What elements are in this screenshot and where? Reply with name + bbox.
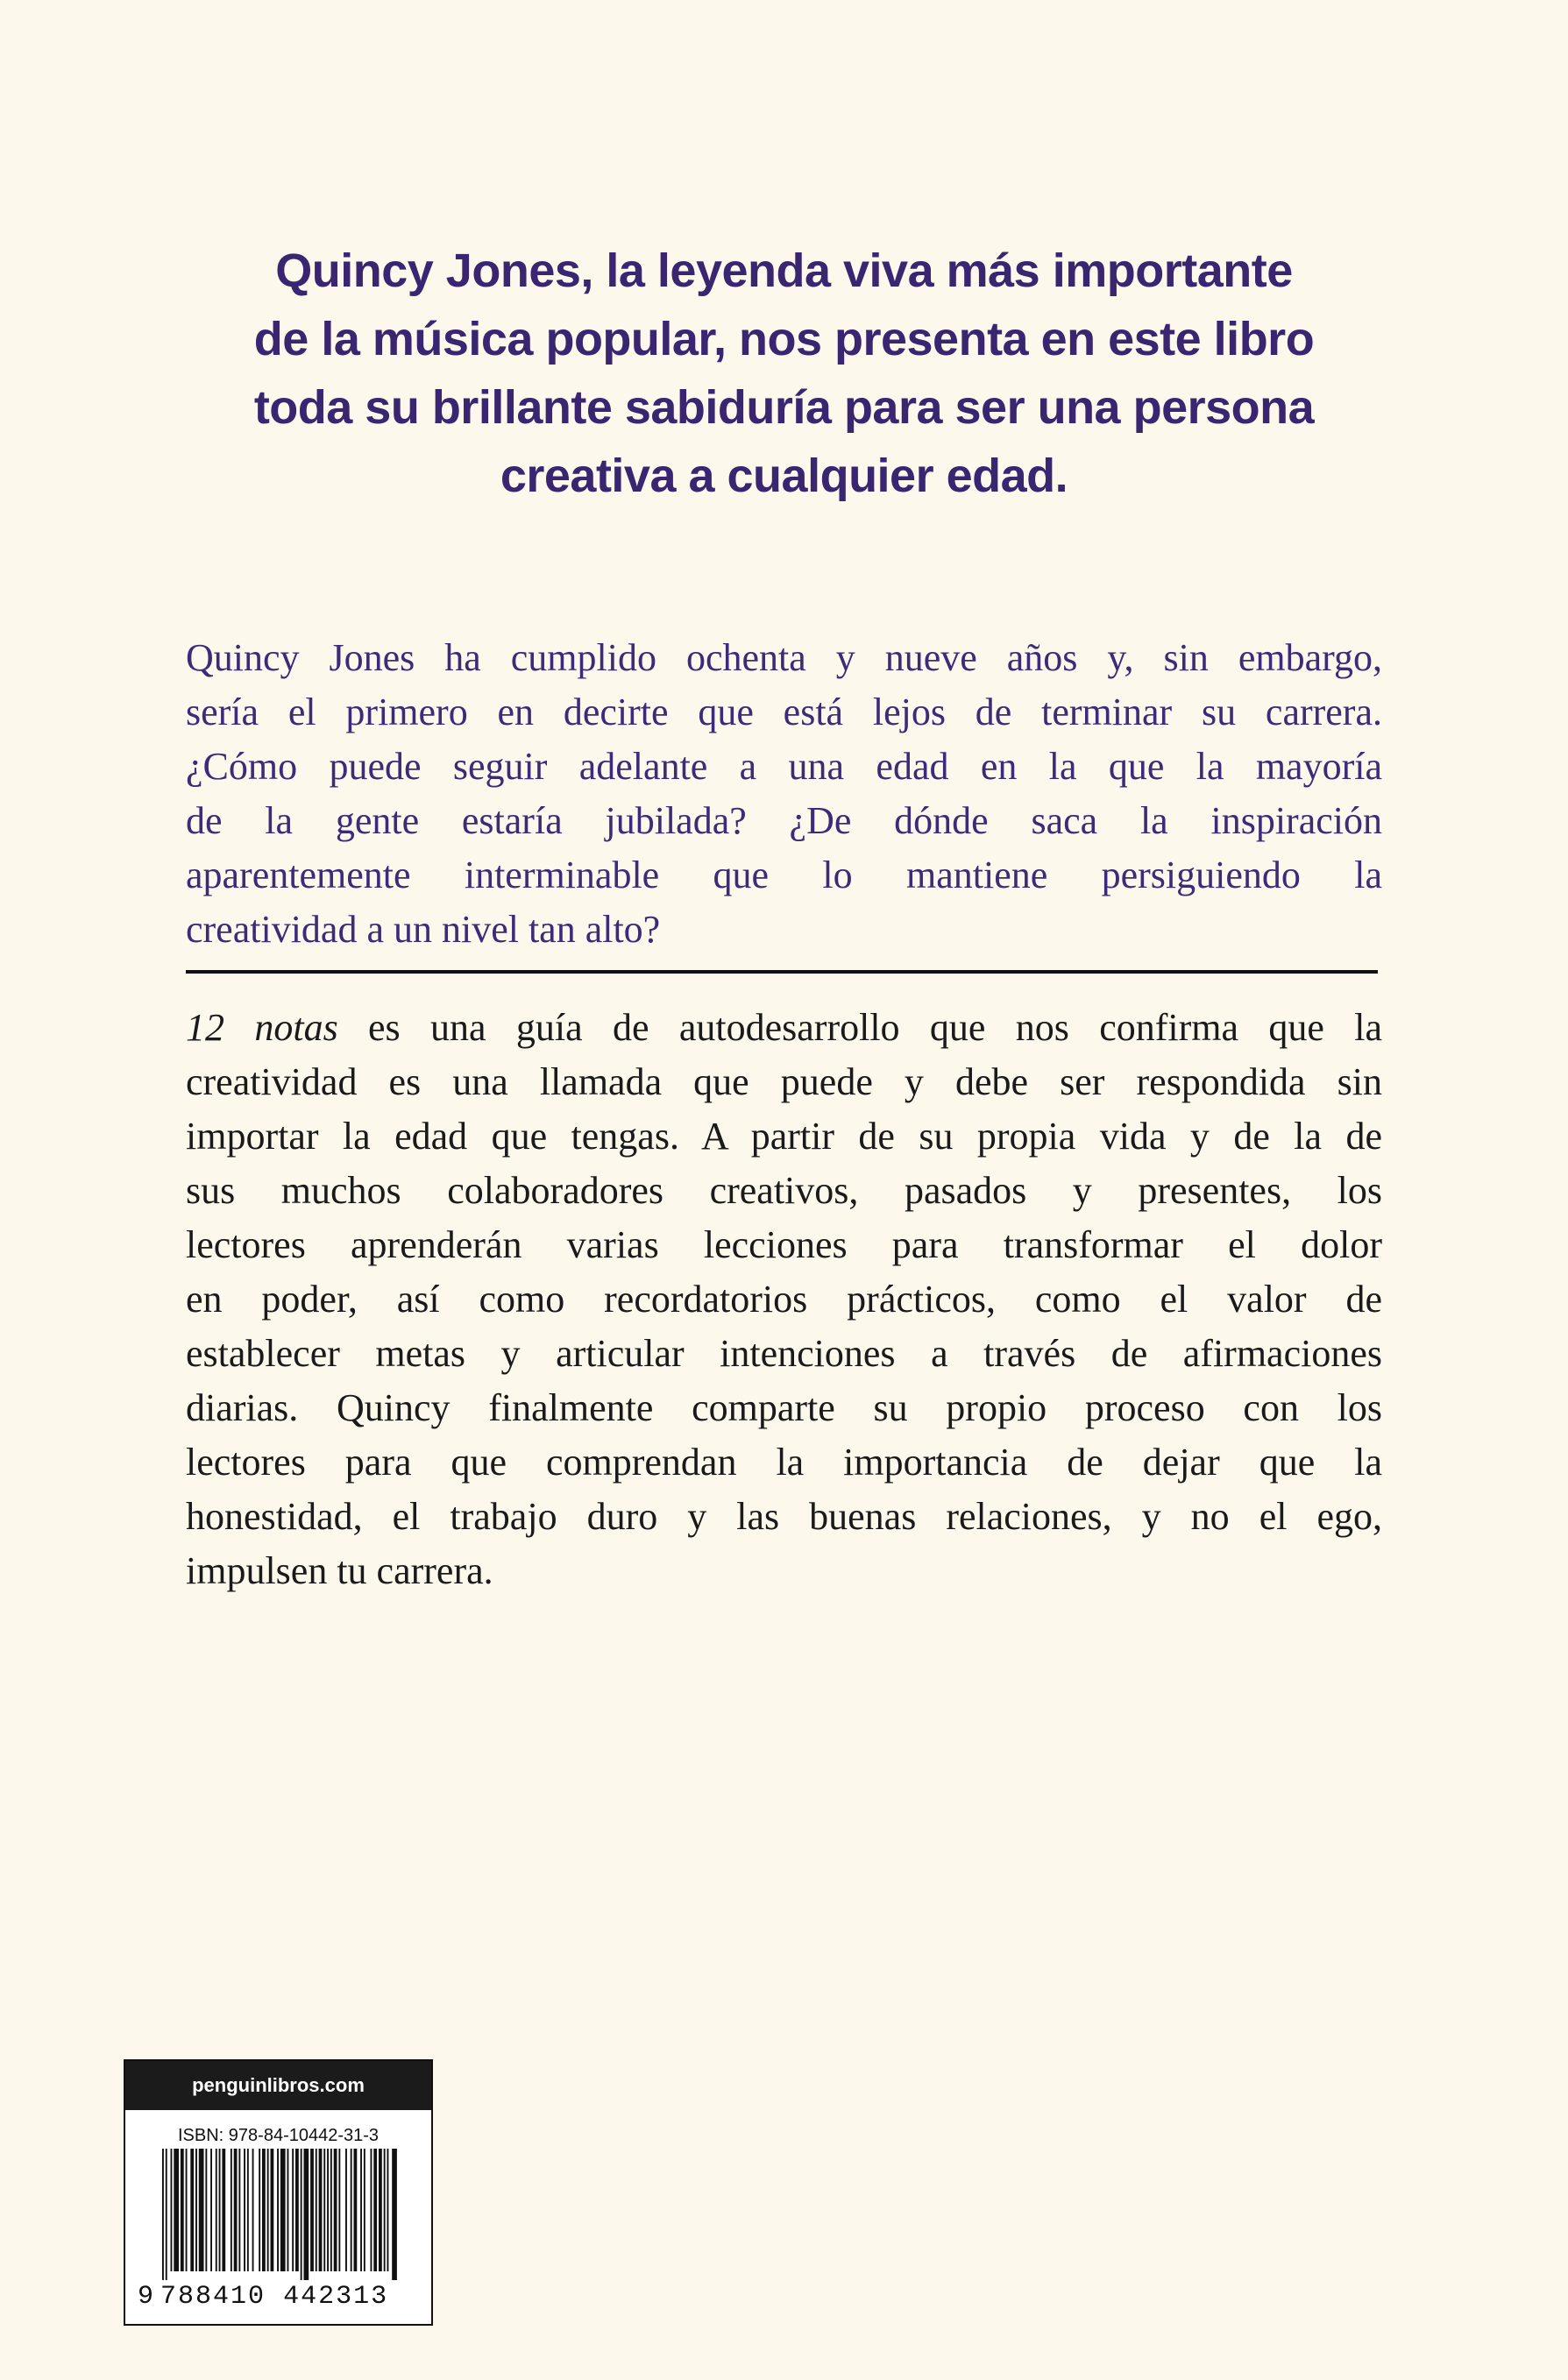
barcode-bar xyxy=(351,2149,352,2271)
intro-paragraph xyxy=(186,631,1382,957)
barcode-bar xyxy=(171,2149,173,2271)
barcode-bar xyxy=(210,2149,212,2271)
lead-paragraph xyxy=(184,237,1384,510)
barcode-bar xyxy=(199,2149,204,2271)
barcode-bar xyxy=(354,2149,358,2271)
intro-line: Quincy Jones ha cumplido ochenta y nueve años y, sin embargo, xyxy=(186,636,1382,679)
barcode-bar xyxy=(387,2149,389,2271)
barcode-digit-group2: 442313 xyxy=(283,2282,389,2312)
intro-line: sería el primero en decirte que está lejos de terminar su carrera. xyxy=(186,691,1382,733)
barcode-bar xyxy=(330,2149,332,2271)
barcode-bar xyxy=(301,2149,302,2280)
barcode-bar xyxy=(234,2149,238,2271)
body-paragraph xyxy=(186,1001,1382,1598)
body-line: establecer metas y articular intenciones a través de afirmaciones xyxy=(186,1332,1382,1375)
barcode-bar xyxy=(384,2149,386,2271)
body-line-rest: es una guía de autodesarrollo que nos confirma que la xyxy=(337,1006,1382,1049)
barcode-bar xyxy=(287,2149,289,2271)
barcode-bar xyxy=(186,2149,188,2271)
body-line xyxy=(186,1001,1382,1055)
body-line: impulsen tu carrera. xyxy=(186,1549,493,1592)
barcode-bar xyxy=(222,2149,225,2271)
barcode-bar xyxy=(334,2149,337,2271)
barcode-bar xyxy=(373,2149,377,2271)
body-line: importar la edad que tengas. A partir de su propia vida y de la de xyxy=(186,1115,1382,1158)
barcode-bar xyxy=(181,2149,184,2271)
barcode-digits xyxy=(138,2282,388,2312)
lead-line: toda su brillante sabiduría para ser una persona xyxy=(253,381,1315,434)
barcode-digit-first: 9 xyxy=(138,2282,156,2312)
barcode-bar xyxy=(238,2149,240,2271)
barcode-bar xyxy=(174,2149,179,2271)
body-line: lectores aprenderán varias lecciones para transformar el dolor xyxy=(186,1223,1382,1266)
lead-line: creativa a cualquier edad. xyxy=(500,450,1068,502)
book-title: 12 notas xyxy=(186,1006,338,1049)
barcode-bar xyxy=(267,2149,269,2271)
barcode-bar xyxy=(345,2149,347,2271)
barcode-bar xyxy=(295,2149,299,2271)
barcode-panel xyxy=(124,2059,433,2326)
barcode-bar xyxy=(277,2149,279,2271)
body-line: honestidad, el trabajo duro y las buenas relaciones, y no el ego, xyxy=(186,1495,1382,1538)
body-line: lectores para que comprendan la importancia de dejar que la xyxy=(186,1441,1382,1484)
barcode-bar xyxy=(364,2149,365,2271)
lead-line: de la música popular, nos presenta en este libro xyxy=(253,313,1315,365)
intro-line: aparentemente interminable que lo mantiene persiguiendo la xyxy=(186,854,1382,896)
barcode-bar xyxy=(262,2149,266,2271)
barcode-bar xyxy=(166,2149,167,2280)
intro-line: ¿Cómo puede seguir adelante a una edad en la que la mayoría xyxy=(186,745,1382,788)
barcode-bars xyxy=(162,2149,399,2280)
publisher-url: penguinlibros.com xyxy=(125,2061,431,2110)
barcode-bar xyxy=(252,2149,254,2271)
barcode-bar xyxy=(327,2149,329,2271)
barcode-bar xyxy=(371,2149,372,2271)
body-line: creatividad es una llamada que puede y debe ser respondida sin xyxy=(186,1060,1382,1103)
barcode-bar xyxy=(244,2149,245,2271)
barcode-bar xyxy=(219,2149,221,2271)
barcode-bar xyxy=(205,2149,207,2271)
barcode-bar xyxy=(379,2149,382,2271)
barcode-bar xyxy=(319,2149,323,2271)
barcode-bar xyxy=(316,2149,317,2271)
body-line: en poder, así como recordatorios prácticos, como el valor de xyxy=(186,1278,1382,1321)
barcode-bar xyxy=(292,2149,294,2271)
barcode-bar xyxy=(216,2149,217,2271)
barcode-bar xyxy=(259,2149,260,2271)
lead-line: Quincy Jones, la leyenda viva más importante xyxy=(275,244,1293,297)
barcode-bar xyxy=(323,2149,325,2271)
divider-rule xyxy=(186,970,1378,974)
isbn-label: ISBN: 978-84-10442-31-3 xyxy=(178,2126,380,2145)
barcode-digit-group1: 788410 xyxy=(160,2282,266,2312)
barcode-bar xyxy=(310,2149,314,2271)
intro-line: creatividad a un nivel tan alto? xyxy=(186,908,661,951)
barcode-bar xyxy=(360,2149,362,2271)
barcode-bar xyxy=(271,2149,274,2271)
intro-line: de la gente estaría jubilada? ¿De dónde saca la inspiración xyxy=(186,799,1382,842)
barcode-bar xyxy=(190,2149,194,2271)
barcode-bar xyxy=(247,2149,249,2271)
barcode-bar xyxy=(231,2149,232,2271)
barcode-bar xyxy=(338,2149,340,2271)
barcode-bar xyxy=(304,2149,309,2280)
barcode-bar xyxy=(392,2149,397,2280)
barcode-bar xyxy=(280,2149,286,2271)
barcode-bar xyxy=(162,2149,164,2280)
body-line: diarias. Quincy finalmente comparte su propio proceso con los xyxy=(186,1386,1382,1429)
body-line: sus muchos colaboradores creativos, pasados y presentes, los xyxy=(186,1169,1382,1212)
barcode-bar xyxy=(195,2149,197,2271)
